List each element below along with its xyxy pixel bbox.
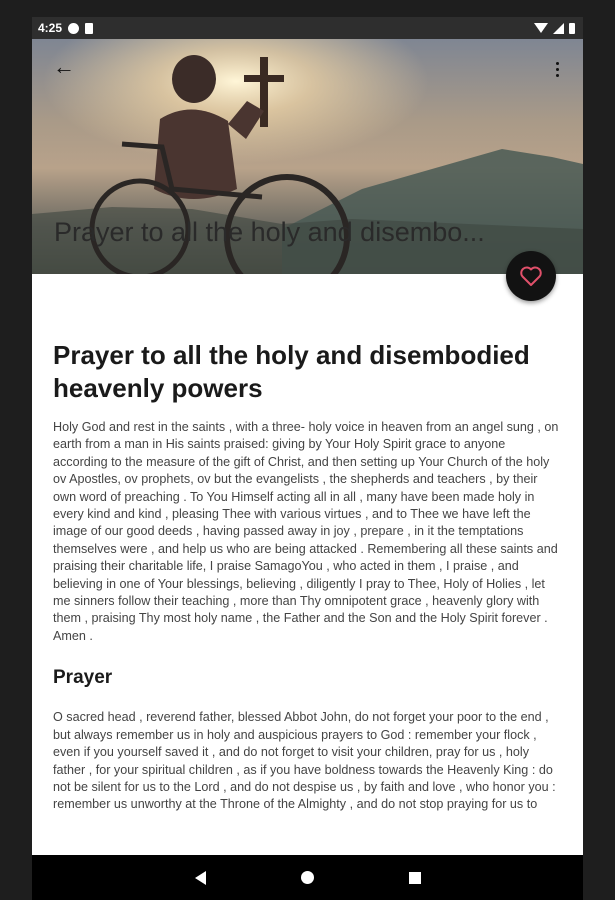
notification-icon xyxy=(68,23,79,34)
nav-recents-icon[interactable] xyxy=(409,872,421,884)
article-title: Prayer to all the holy and disembodied heavenly powers xyxy=(53,340,530,403)
wifi-icon xyxy=(534,23,548,33)
section-title: Prayer xyxy=(53,667,113,689)
section-body: O sacred head , reverend father, blessed Abbot John, do not forget your poor to the end , but always remember us in holy and auspicious prayers to God : remember your flock , even if you yourself saved it , and do not forget to visit your children, pray for us , holy father , for your spiritual children , as if you have boldness towards the Heavenly King : do not be silent for us to the Lord , and do not despise us , by faith and love , who honor you : remember us unworthy at the Throne of the Almighty , and do not stop praying for us to xyxy=(53,710,556,812)
nav-back-icon[interactable] xyxy=(195,871,206,885)
article-content xyxy=(53,339,563,814)
favorite-button[interactable] xyxy=(506,251,556,301)
collapsing-toolbar-title: Prayer to all the holy and disembo... xyxy=(54,217,485,247)
status-time: 4:25 xyxy=(38,21,63,35)
sd-card-icon xyxy=(85,23,93,34)
signal-icon xyxy=(553,23,564,34)
more-vert-icon xyxy=(556,62,559,65)
app-screen xyxy=(32,17,583,900)
battery-icon xyxy=(569,23,575,34)
heart-outline-icon xyxy=(519,265,543,287)
app-bar xyxy=(32,39,583,95)
nav-home-icon[interactable] xyxy=(301,871,314,884)
back-button[interactable] xyxy=(50,53,78,81)
system-nav-bar xyxy=(32,855,583,900)
arrow-back-icon: ← xyxy=(53,54,75,79)
more-options-button[interactable] xyxy=(549,53,565,81)
status-bar xyxy=(32,17,583,39)
article-body: Holy God and rest in the saints , with a three- holy voice in heaven from an angel sung , on earth from a man in His saints praised: giving by Your Holy Spirit grace to anyone according to the measure of the gift of Christ, and then setting up Your Church of the holy ov Apostles, ov prophets, ov but the evangelists , the shepherds and teachers , by their own word of preaching . To You Himself acting all in all , many have been made holy in every kind and kind , pleasing Thee with various virtues , and to Thee we have left the image of our good deeds , having passed away in joy , prepare , in it the temptations themselves were , and help us who are being attacked . Remembering all these saints and praising their charitable life, I praise SamagoYou , who acted in them , I praise , and believing in one of Your blessings, believing , diligently I pray to Thee, Holy of Holies , let me sinners follow their teaching , more than Thy omnipotent grace , heavenly glory with them , praising Thy most holy name , the Father and the Son and the Holy Spirit forever . Amen . xyxy=(53,420,559,643)
